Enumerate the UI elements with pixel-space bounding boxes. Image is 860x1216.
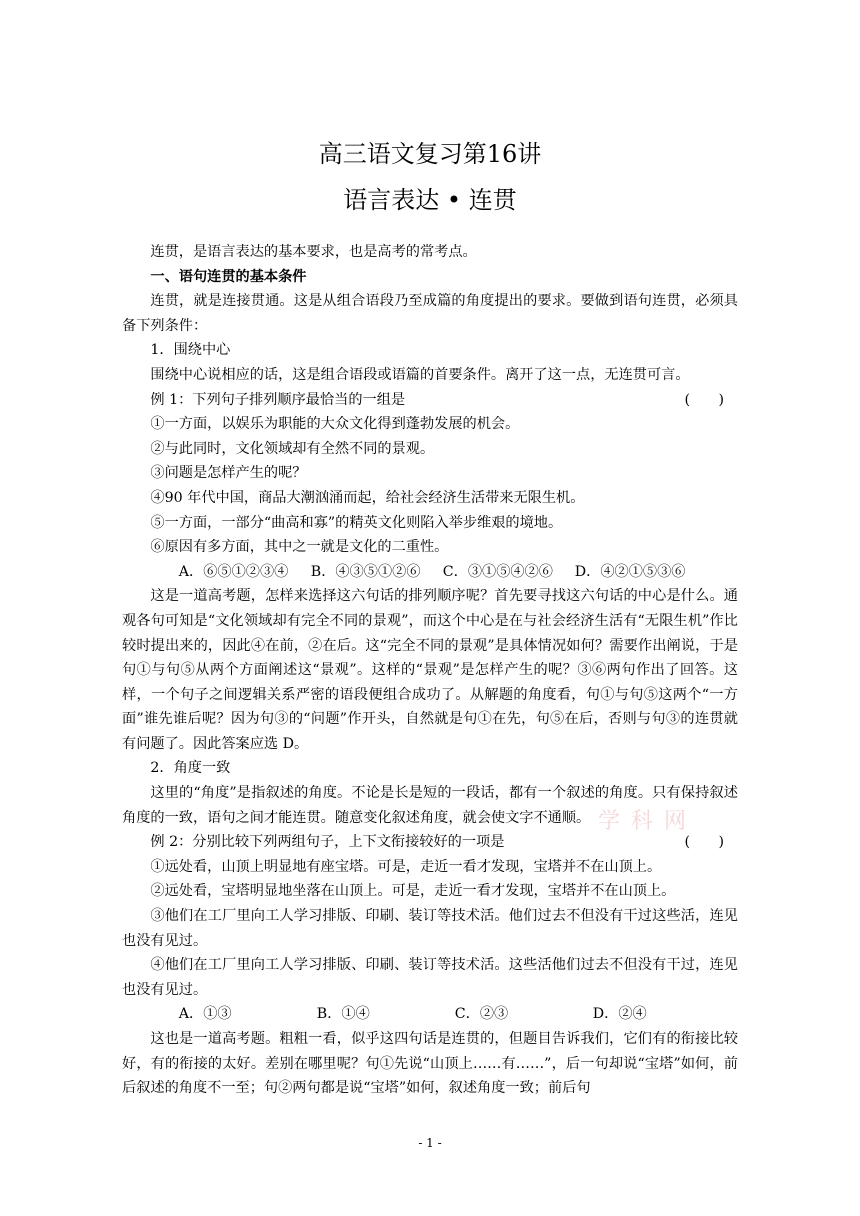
paragraph: 连贯，就是连接贯通。这是从组合语段乃至成篇的角度提出的要求。要做到语句连贯，必须具备下列条件： bbox=[122, 293, 738, 334]
section-heading: 一、语句连贯的基本条件 bbox=[150, 268, 307, 285]
sentence-item: ③他们在工厂里向工人学习排版、印刷、装订等技术活。他们过去不但没有干过这些活，连见也没有见过。 bbox=[122, 908, 738, 949]
sentence-item: ②远处看，宝塔明显地坐落在山顶上。可是，走近一看才发现，宝塔并不在山顶上。 bbox=[150, 883, 676, 900]
paragraph: 围绕中心说相应的话，这是组合语段或语篇的首要条件。离开了这一点，无连贯可言。 bbox=[150, 366, 690, 383]
paragraph: 这里的“角度”是指叙述的角度。不论是长是短的一段话，都有一个叙述的角度。只有保持叙述角度的一致，语句之间才能连贯。随意变化叙述角度，就会使文字不通顺。 bbox=[122, 785, 738, 826]
sentence-item: ②与此同时，文化领域却有全然不同的景观。 bbox=[150, 440, 435, 457]
option-a: A．①③ bbox=[178, 1006, 232, 1023]
option-a: A．⑥⑤①②③④ bbox=[178, 563, 289, 580]
subsection-heading: 2．角度一致 bbox=[150, 760, 231, 777]
sentence-item: ①一方面，以娱乐为职能的大众文化得到蓬勃发展的机会。 bbox=[150, 416, 520, 433]
answer-options bbox=[122, 560, 738, 585]
sentence-item: ④90 年代中国，商品大潮汹涌而起，给社会经济生活带来无限生机。 bbox=[150, 489, 585, 506]
answer-bracket: ( ) bbox=[684, 834, 724, 851]
option-d: D．②④ bbox=[592, 1006, 647, 1023]
sentence-item: ①远处看，山顶上明显地有座宝塔。可是，走近一看才发现，宝塔并不在山顶上。 bbox=[150, 858, 662, 875]
example-label: 例 2：分别比较下列两组句子，上下文衔接较好的一项是 bbox=[150, 834, 505, 851]
page-title: 高三语文复习第16讲 bbox=[318, 140, 542, 168]
document-body bbox=[122, 240, 738, 1101]
answer-options bbox=[122, 1002, 738, 1027]
example-question bbox=[122, 830, 738, 855]
option-d: D．④②①⑤③⑥ bbox=[574, 563, 686, 580]
subsection-heading: 1．围绕中心 bbox=[150, 342, 231, 359]
option-b: B．④③⑤①②⑥ bbox=[310, 563, 421, 580]
watermark: 学 科 网 bbox=[598, 809, 688, 834]
analysis-paragraph: 这也是一道高考题。粗粗一看，似乎这四句话是连贯的，但题目告诉我们，它们有的衔接比较好，有的衔接的太好。差别在哪里呢？句①先说“山顶上……有……”，后一句却说“宝塔”如何，前后叙述的角度不一至；句②两句都是说“宝塔”如何，叙述角度一致；前后句 bbox=[122, 1031, 738, 1097]
option-c: C．③①⑤④②⑥ bbox=[442, 563, 553, 580]
page-number: - 1 - bbox=[418, 1136, 442, 1150]
sentence-item: ④他们在工厂里向工人学习排版、印刷、装订等技术活。这些活他们过去不但没有干过，连见也没有见过。 bbox=[122, 957, 738, 998]
example-label: 例 1：下列句子排列顺序最恰当的一组是 bbox=[150, 391, 406, 408]
analysis-paragraph: 这是一道高考题，怎样来选择这六句话的排列顺序呢？首先要寻找这六句话的中心是什么。通观各句可知是“文化领域却有完全不同的景观”，而这个中心是在与社会经济生活有“无限生机”作比较时提出来的，因此④在前，②在后。这“完全不同的景观”是具体情况如何？需要作出阐说，于是句①与句⑤从两个方面阐述这“景观”。这样的“景观”是怎样产生的呢？③⑥两句作出了回答。这样，一个句子之间逻辑关系严密的语段便组合成功了。从解题的角度看，句①与句⑤这两个“一方面”谁先谁后呢？因为句③的“问题”作开头，自然就是句①在先，句⑤在后，否则与句③的连贯就有问题了。因此答案应选 D。 bbox=[122, 588, 738, 752]
example-question bbox=[122, 388, 738, 413]
option-c: C．②③ bbox=[454, 1006, 509, 1023]
sentence-item: ③问题是怎样产生的呢？ bbox=[150, 465, 307, 482]
intro-paragraph: 连贯，是语言表达的基本要求，也是高考的常考点。 bbox=[150, 244, 477, 260]
option-b: B．①④ bbox=[316, 1006, 370, 1023]
sentence-item: ⑥原因有多方面，其中之一就是文化的二重性。 bbox=[150, 539, 449, 556]
sentence-item: ⑤一方面，一部分“曲高和寡”的精英文化则陷入举步维艰的境地。 bbox=[150, 514, 563, 531]
answer-bracket: ( ) bbox=[684, 391, 724, 408]
page-subtitle: 语言表达 • 连贯 bbox=[343, 186, 517, 214]
